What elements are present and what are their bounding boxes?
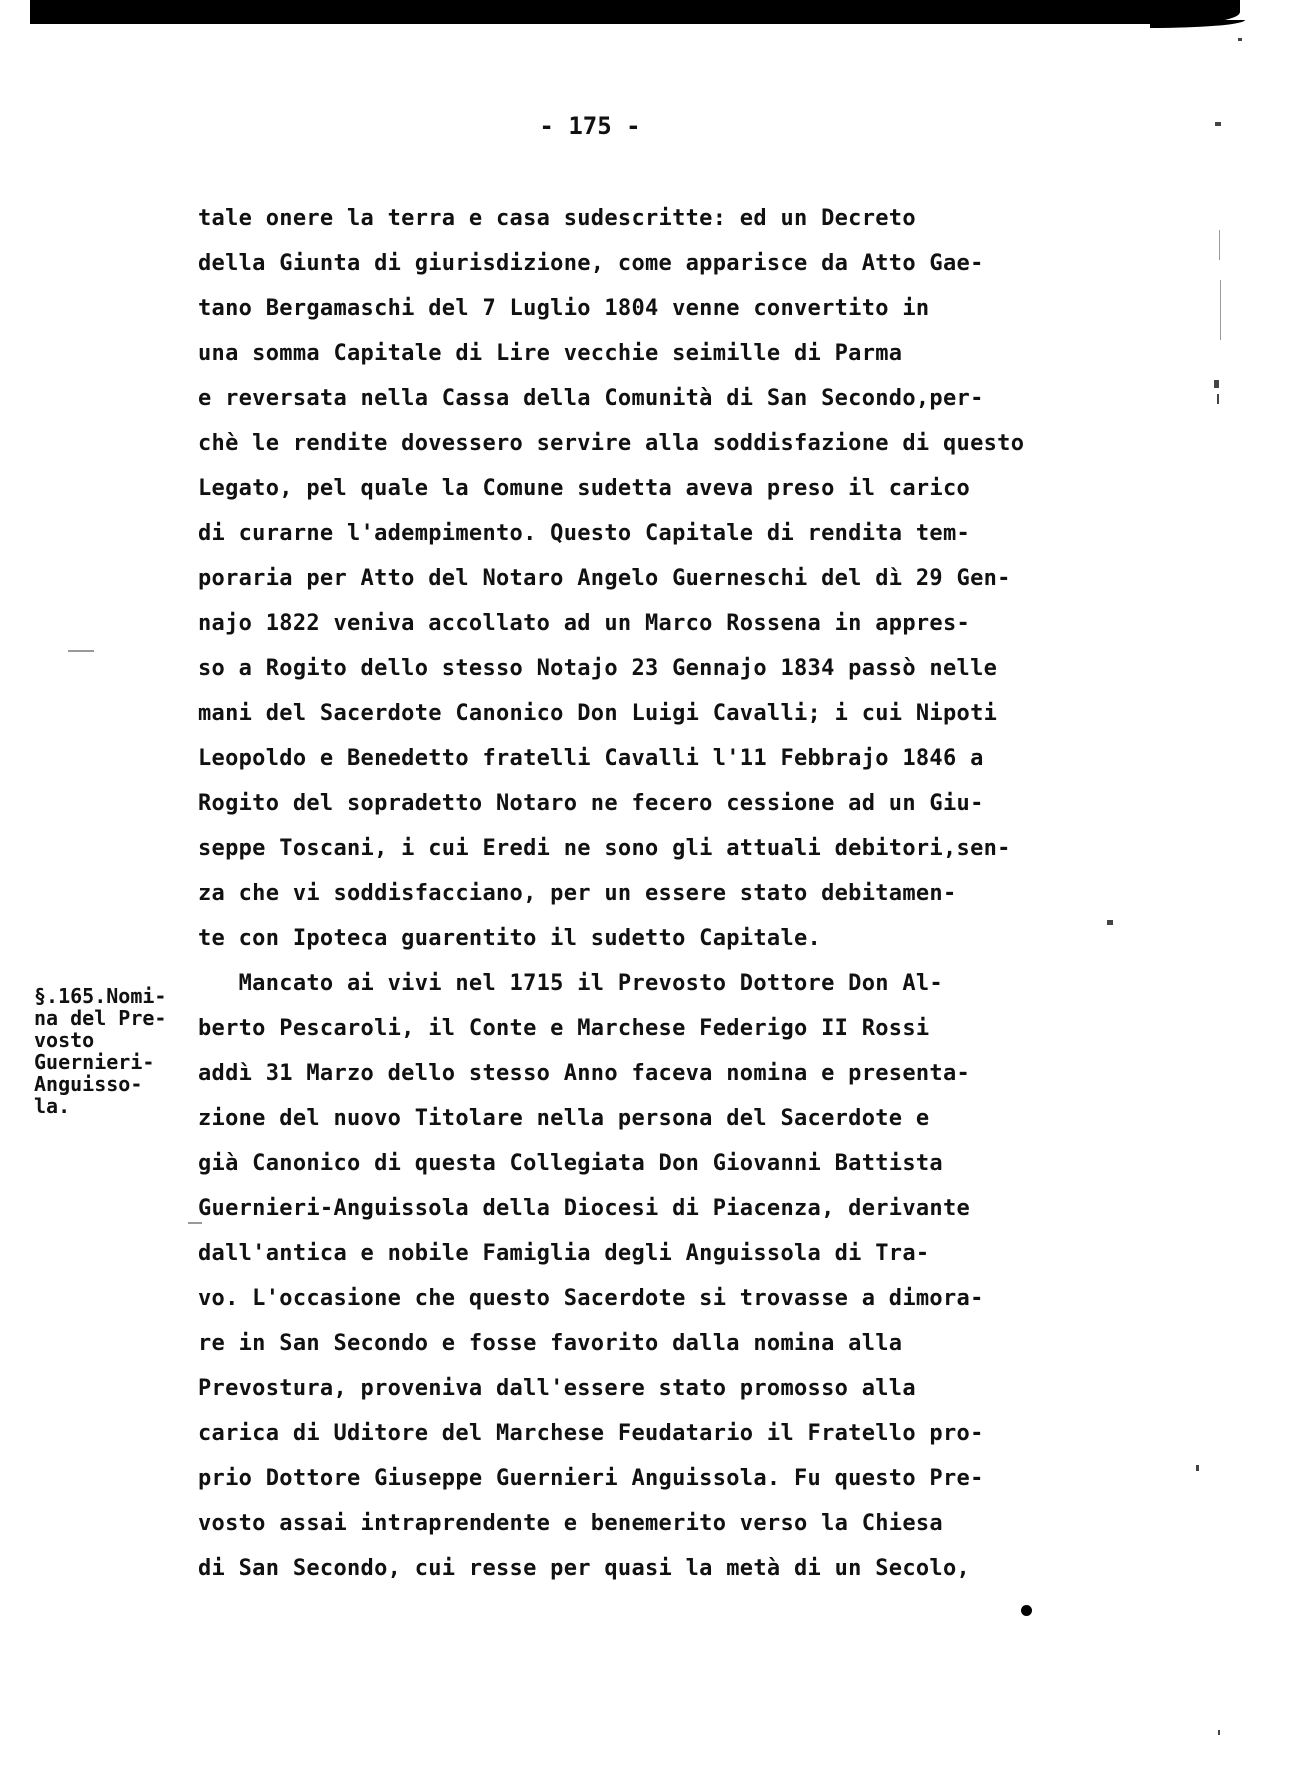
margin-note — [34, 985, 204, 1117]
text-line: una somma Capitale di Lire vecchie seimille di Parma — [198, 341, 903, 366]
body-text — [198, 196, 1198, 1591]
text-line: mani del Sacerdote Canonico Don Luigi Cavalli; i cui Nipoti — [198, 701, 998, 726]
ink-dot — [1021, 1605, 1032, 1616]
scan-mark — [68, 650, 94, 652]
text-line: Rogito del sopradetto Notaro ne fecero cessione ad un Giu- — [198, 791, 984, 816]
margin-note-line: Guernieri- — [34, 1050, 155, 1074]
scan-top-border-tail — [1150, 20, 1245, 28]
text-line: Leopoldo e Benedetto fratelli Cavalli l'11 Febbrajo 1846 a — [198, 746, 984, 771]
text-line: za che vi soddisfacciano, per un essere stato debitamen- — [198, 881, 957, 906]
text-line: della Giunta di giurisdizione, come apparisce da Atto Gae- — [198, 251, 984, 276]
text-line: te con Ipoteca guarentito il sudetto Capitale. — [198, 926, 822, 951]
text-line: di curarne l'adempimento. Questo Capitale di rendita tem- — [198, 521, 971, 546]
scan-speck — [1107, 920, 1113, 925]
scan-speck — [1215, 122, 1221, 126]
text-line: Guernieri-Anguissola della Diocesi di Piacenza, derivante — [198, 1196, 971, 1221]
text-line: tale onere la terra e casa sudescritte: ed un Decreto — [198, 206, 916, 231]
scan-speck — [1218, 1730, 1220, 1735]
text-line: Prevostura, proveniva dall'essere stato promosso alla — [198, 1376, 916, 1401]
text-line: seppe Toscani, i cui Eredi ne sono gli attuali debitori,sen- — [198, 836, 1011, 861]
scan-speck — [1217, 394, 1219, 404]
text-line: Mancato ai vivi nel 1715 il Prevosto Dottore Don Al- — [198, 971, 943, 996]
text-line: dall'antica e nobile Famiglia degli Anguissola di Tra- — [198, 1241, 930, 1266]
margin-note-line: na del Pre- — [34, 1006, 167, 1030]
scan-mark — [188, 1222, 202, 1224]
text-line: vo. L'occasione che questo Sacerdote si trovasse a dimora- — [198, 1286, 984, 1311]
text-line: najo 1822 veniva accollato ad un Marco Rossena in appres- — [198, 611, 971, 636]
text-line: so a Rogito dello stesso Notajo 23 Gennajo 1834 passò nelle — [198, 656, 998, 681]
margin-note-line: la. — [34, 1094, 71, 1118]
text-line: di San Secondo, cui resse per quasi la metà di un Secolo, — [198, 1556, 971, 1581]
text-line: re in San Secondo e fosse favorito dalla nomina alla — [198, 1331, 903, 1356]
text-line: berto Pescaroli, il Conte e Marchese Federigo II Rossi — [198, 1016, 930, 1041]
text-line: e reversata nella Cassa della Comunità di San Secondo,per- — [198, 386, 984, 411]
scan-mark — [1220, 280, 1221, 340]
margin-note-line: vosto — [34, 1028, 95, 1052]
margin-note-line: Anguisso- — [34, 1072, 143, 1096]
scan-speck — [1196, 1465, 1199, 1471]
text-line: chè le rendite dovessero servire alla soddisfazione di questo — [198, 431, 1025, 456]
page-number: - 175 - — [539, 112, 641, 140]
text-line: addì 31 Marzo dello stesso Anno faceva nomina e presenta- — [198, 1061, 971, 1086]
margin-note-line: §.165.Nomi- — [34, 984, 167, 1008]
text-line: prio Dottore Giuseppe Guernieri Anguissola. Fu questo Pre- — [198, 1466, 984, 1491]
text-line: tano Bergamaschi del 7 Luglio 1804 venne convertito in — [198, 296, 930, 321]
scan-mark — [1219, 230, 1220, 260]
text-line: Legato, pel quale la Comune sudetta aveva preso il carico — [198, 476, 971, 501]
scan-top-border — [30, 0, 1240, 24]
text-line: carica di Uditore del Marchese Feudatario il Fratello pro- — [198, 1421, 984, 1446]
text-line: vosto assai intraprendente e benemerito verso la Chiesa — [198, 1511, 943, 1536]
text-line: poraria per Atto del Notaro Angelo Guerneschi del dì 29 Gen- — [198, 566, 1011, 591]
text-line: già Canonico di questa Collegiata Don Giovanni Battista — [198, 1151, 943, 1176]
text-line: zione del nuovo Titolare nella persona del Sacerdote e — [198, 1106, 930, 1131]
scan-speck — [1238, 38, 1242, 41]
scan-speck — [1214, 380, 1219, 388]
